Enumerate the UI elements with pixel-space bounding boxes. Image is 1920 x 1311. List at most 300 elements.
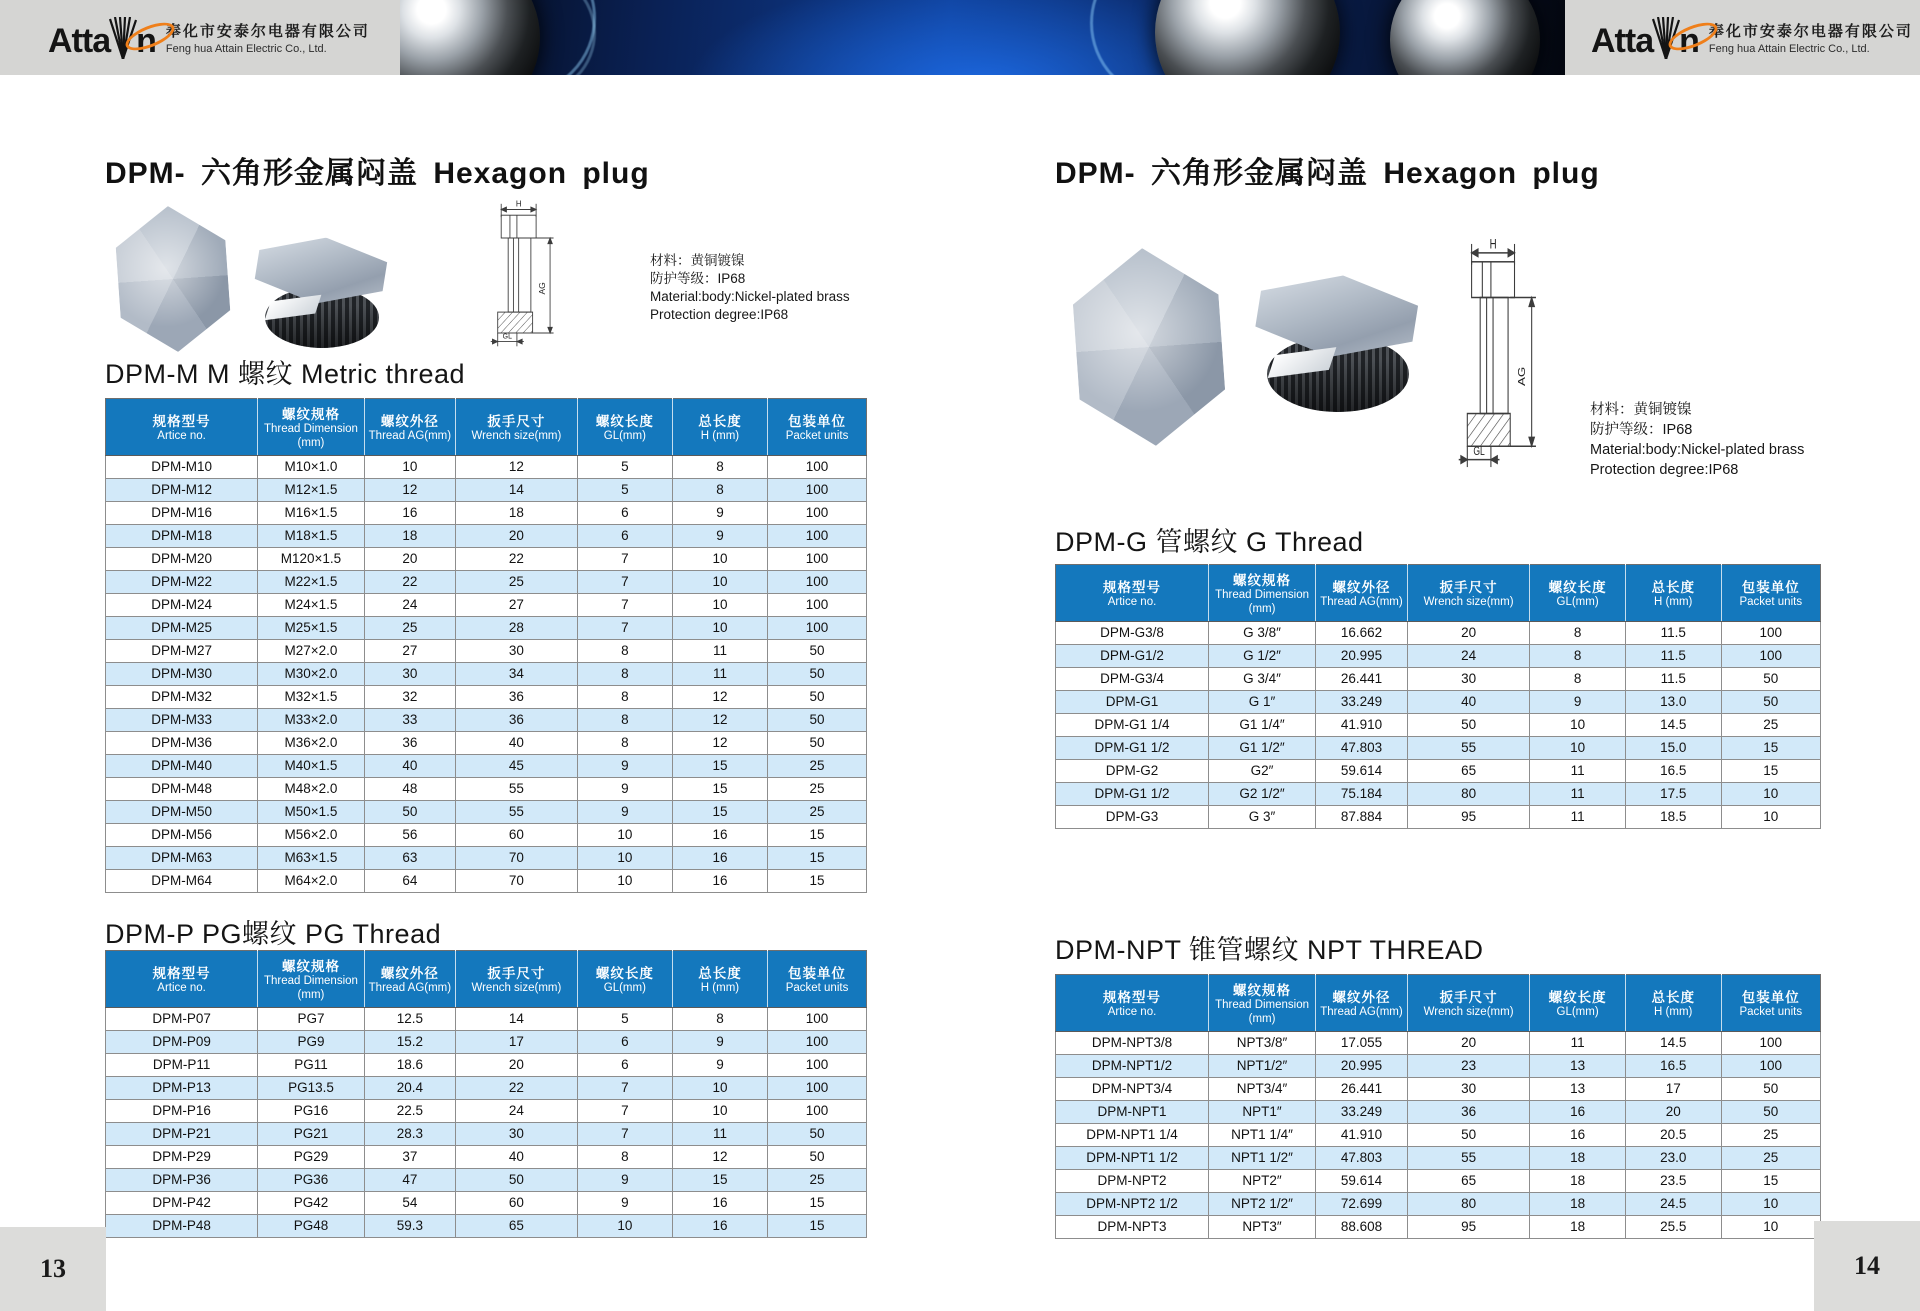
table-cell: 15: [672, 1168, 767, 1191]
dim-label-gl: GL: [1473, 445, 1485, 459]
table-cell: 10: [672, 1099, 767, 1122]
cable-gland-photo: [400, 0, 540, 75]
table-cell: 8: [672, 455, 767, 478]
column-header-en: Packet units: [785, 429, 849, 442]
logo-fan-icon: [108, 17, 138, 59]
table-cell: M18×1.5: [258, 524, 365, 547]
table-cell: 55: [456, 777, 578, 800]
table-cell: 10: [672, 1076, 767, 1099]
table-cell: 11: [1530, 759, 1626, 782]
table-cell: 63: [364, 846, 455, 869]
table-cell: NPT1 1/4″: [1209, 1123, 1316, 1146]
material-line: 材料：黄铜镀镍: [650, 253, 745, 268]
table-row: [1056, 782, 1821, 805]
hexagon-plug-photo-tilted: [1252, 266, 1424, 412]
table-cell: 8: [577, 685, 672, 708]
table-cell: DPM-M16: [106, 501, 258, 524]
table-cell: 33.249: [1316, 690, 1408, 713]
table-cell: 100: [768, 616, 867, 639]
table-cell: 20: [1407, 1031, 1529, 1054]
column-header: [672, 951, 767, 1008]
header-row: [1056, 975, 1821, 1032]
table-cell: 72.699: [1316, 1192, 1408, 1215]
table-cell: 50: [1721, 690, 1820, 713]
table-cell: 20: [364, 547, 455, 570]
table-cell: M33×2.0: [258, 708, 365, 731]
table-cell: 100: [1721, 644, 1820, 667]
material-line: Material:body:Nickel-plated brass: [1590, 442, 1805, 458]
table-row: [106, 1145, 867, 1168]
column-header-en: Thread AG(mm): [1320, 595, 1403, 608]
plug-top-face: [246, 231, 395, 310]
table-cell: 10: [577, 823, 672, 846]
table-cell: 9: [672, 1030, 767, 1053]
table-cell: 25: [768, 800, 867, 823]
table-cell: M40×1.5: [258, 754, 365, 777]
column-header-cn: 规格型号: [152, 413, 211, 429]
table-cell: 33.249: [1316, 1100, 1408, 1123]
table-row: [106, 708, 867, 731]
column-header-en: Artice no.: [1107, 1005, 1157, 1018]
npt-section-title: DPM-NPT 锥管螺纹 NPT THREAD: [1055, 935, 1484, 965]
table-cell: DPM-P13: [106, 1076, 258, 1099]
table-cell: 30: [364, 662, 455, 685]
table-cell: DPM-G1 1/2: [1056, 782, 1209, 805]
hexagon-plug-photo-front: [1061, 243, 1236, 452]
table-row: [1056, 667, 1821, 690]
table-row: [106, 1099, 867, 1122]
table-cell: 15.2: [364, 1030, 455, 1053]
column-header-en: Thread AG(mm): [368, 429, 452, 442]
table-cell: 33: [364, 708, 455, 731]
column-header-en: Wrench size(mm): [471, 981, 562, 994]
table-cell: 50: [768, 731, 867, 754]
table-cell: 10: [672, 547, 767, 570]
dim-label-h: H: [1489, 238, 1497, 252]
table-cell: NPT1″: [1209, 1100, 1316, 1123]
table-cell: 34: [456, 662, 578, 685]
table-cell: 15: [768, 1191, 867, 1214]
material-line: Material:body:Nickel-plated brass: [650, 289, 850, 304]
column-header-en: Packet units: [1739, 595, 1803, 608]
table-cell: 30: [456, 1122, 578, 1145]
table-cell: 15: [768, 1214, 867, 1237]
table-cell: 50: [768, 685, 867, 708]
table-cell: DPM-G1 1/4: [1056, 713, 1209, 736]
table-cell: 9: [672, 1053, 767, 1076]
page-header: [0, 0, 1920, 75]
table-cell: 15: [1721, 1169, 1820, 1192]
npt-thread-table: [1055, 974, 1821, 1239]
table-cell: 6: [577, 1053, 672, 1076]
table-cell: 10: [364, 455, 455, 478]
company-logo-left: [0, 0, 400, 75]
column-header-en: H (mm): [700, 981, 740, 994]
table-cell: DPM-M27: [106, 639, 258, 662]
table-cell: DPM-P48: [106, 1214, 258, 1237]
table-cell: 30: [1407, 1077, 1529, 1100]
table-cell: 16: [672, 1214, 767, 1237]
table-cell: 8: [577, 662, 672, 685]
table-cell: DPM-M20: [106, 547, 258, 570]
dimension-drawing: [1448, 238, 1566, 476]
table-cell: 11: [1530, 1031, 1626, 1054]
table-cell: 59.3: [364, 1214, 455, 1237]
table-cell: DPM-G1 1/2: [1056, 736, 1209, 759]
column-header-en: Wrench size(mm): [471, 429, 562, 442]
table-cell: 9: [672, 524, 767, 547]
table-cell: 65: [1407, 759, 1529, 782]
column-header-en: Thread Dimension: [1215, 999, 1310, 1011]
table-cell: NPT1/2″: [1209, 1054, 1316, 1077]
plug-top-face: [1245, 267, 1429, 365]
column-header-en: Thread AG(mm): [1320, 1005, 1403, 1018]
table-row: [106, 1191, 867, 1214]
table-cell: 10: [577, 869, 672, 892]
table-cell: G 1″: [1209, 690, 1316, 713]
pg-thread-table: [105, 950, 867, 1238]
table-cell: 10: [1530, 713, 1626, 736]
table-cell: 10: [1721, 1192, 1820, 1215]
table-cell: 14: [456, 478, 578, 501]
table-cell: 55: [1407, 1146, 1529, 1169]
column-header-cn: 总长度: [698, 965, 742, 981]
table-cell: 8: [1530, 621, 1626, 644]
column-header: [364, 399, 455, 456]
table-cell: 20: [456, 524, 578, 547]
table-cell: 13: [1530, 1054, 1626, 1077]
material-line: 防护等级：IP68: [1590, 422, 1693, 438]
table-cell: 100: [768, 524, 867, 547]
table-cell: 100: [768, 547, 867, 570]
table-cell: M16×1.5: [258, 501, 365, 524]
table-cell: 8: [1530, 667, 1626, 690]
table-cell: G1 1/4″: [1209, 713, 1316, 736]
table-cell: 40: [364, 754, 455, 777]
column-header-cn: 包装单位: [1741, 989, 1800, 1005]
table-cell: 100: [768, 501, 867, 524]
table-row: [106, 685, 867, 708]
column-header: [1721, 565, 1820, 622]
column-header-cn: 扳手尺寸: [487, 413, 546, 429]
table-cell: 87.884: [1316, 805, 1408, 828]
table-row: [1056, 1054, 1821, 1077]
table-cell: 9: [577, 1168, 672, 1191]
column-header: [1056, 975, 1209, 1032]
table-cell: PG48: [258, 1214, 365, 1237]
table-cell: DPM-G1: [1056, 690, 1209, 713]
column-header-cn: 扳手尺寸: [487, 965, 546, 981]
column-header-cn: 螺纹长度: [595, 965, 654, 981]
table-cell: 100: [1721, 1054, 1820, 1077]
table-cell: G 3/8″: [1209, 621, 1316, 644]
table-cell: PG21: [258, 1122, 365, 1145]
material-line: Protection degree:IP68: [650, 307, 789, 322]
column-header: [1407, 975, 1529, 1032]
table-cell: 59.614: [1316, 759, 1408, 782]
table-cell: 18: [456, 501, 578, 524]
column-header: [1625, 975, 1721, 1032]
table-cell: M27×2.0: [258, 639, 365, 662]
column-header: [672, 399, 767, 456]
company-logo-right: [1565, 0, 1920, 75]
banner-image: [400, 0, 1565, 75]
table-cell: M32×1.5: [258, 685, 365, 708]
column-header: [1316, 975, 1408, 1032]
table-cell: 50: [1407, 1123, 1529, 1146]
table-cell: M50×1.5: [258, 800, 365, 823]
table-cell: NPT3/4″: [1209, 1077, 1316, 1100]
column-header: [1316, 565, 1408, 622]
table-cell: 16.662: [1316, 621, 1408, 644]
table-cell: 50: [1407, 713, 1529, 736]
table-cell: M63×1.5: [258, 846, 365, 869]
table-cell: 18: [1530, 1215, 1626, 1238]
table-cell: 100: [768, 1053, 867, 1076]
table-cell: 9: [577, 754, 672, 777]
table-cell: 5: [577, 455, 672, 478]
table-cell: 13.0: [1625, 690, 1721, 713]
table-cell: 36: [364, 731, 455, 754]
table-cell: DPM-M36: [106, 731, 258, 754]
table-row: [106, 846, 867, 869]
table-cell: 55: [456, 800, 578, 823]
table-cell: 100: [768, 455, 867, 478]
column-header: [577, 399, 672, 456]
table-cell: 12: [672, 685, 767, 708]
table-cell: 15: [672, 800, 767, 823]
table-cell: 7: [577, 1122, 672, 1145]
g-section-title: DPM-G 管螺纹 G Thread: [1055, 527, 1364, 557]
column-header-cn: 螺纹长度: [1548, 989, 1607, 1005]
table-cell: 10: [1721, 782, 1820, 805]
table-row: [106, 662, 867, 685]
table-cell: 15: [768, 869, 867, 892]
table-cell: 25: [456, 570, 578, 593]
table-cell: 30: [1407, 667, 1529, 690]
table-cell: 8: [577, 708, 672, 731]
table-row: [1056, 644, 1821, 667]
table-cell: 9: [577, 777, 672, 800]
page-number-left: 13: [0, 1227, 106, 1311]
table-cell: 9: [672, 501, 767, 524]
table-cell: 23.5: [1625, 1169, 1721, 1192]
table-cell: 60: [456, 1191, 578, 1214]
attain-logo: [1591, 17, 1699, 58]
table-cell: 36: [456, 708, 578, 731]
table-row: [1056, 759, 1821, 782]
company-name-cn: 奉化市安泰尔电器有限公司: [165, 23, 370, 40]
table-cell: DPM-P11: [106, 1053, 258, 1076]
table-cell: DPM-NPT2: [1056, 1169, 1209, 1192]
table-cell: 20: [456, 1053, 578, 1076]
table-cell: NPT1 1/2″: [1209, 1146, 1316, 1169]
table-row: [106, 731, 867, 754]
column-header-en: GL(mm): [1556, 595, 1599, 608]
column-header-cn: 螺纹外径: [1332, 579, 1391, 595]
table-cell: 7: [577, 1099, 672, 1122]
table-cell: G 1/2″: [1209, 644, 1316, 667]
pg-section-title: DPM-P PG螺纹 PG Thread: [105, 919, 442, 949]
table-cell: 50: [768, 662, 867, 685]
table-row: [106, 1030, 867, 1053]
column-header: [456, 951, 578, 1008]
table-cell: 18.6: [364, 1053, 455, 1076]
cable-gland-photo: [1390, 0, 1540, 75]
table-cell: 16.5: [1625, 759, 1721, 782]
table-cell: 37: [364, 1145, 455, 1168]
table-cell: G2 1/2″: [1209, 782, 1316, 805]
table-row: [1056, 690, 1821, 713]
column-header: [258, 951, 365, 1008]
table-cell: 50: [364, 800, 455, 823]
table-row: [1056, 1123, 1821, 1146]
table-row: [106, 478, 867, 501]
table-cell: 17: [456, 1030, 578, 1053]
table-cell: DPM-NPT3/8: [1056, 1031, 1209, 1054]
table-cell: 8: [577, 639, 672, 662]
page-title-left: DPM- 六角形金属闷盖 Hexagon plug: [105, 157, 650, 191]
table-cell: 50: [1721, 1077, 1820, 1100]
header-row: [106, 951, 867, 1008]
dim-label-ag: AG: [1516, 366, 1528, 386]
column-header-unit: (mm): [297, 436, 325, 449]
table-cell: G 3/4″: [1209, 667, 1316, 690]
metric-thread-table: [105, 398, 867, 893]
column-header: [1721, 975, 1820, 1032]
table-cell: 8: [672, 1007, 767, 1030]
table-cell: 6: [577, 524, 672, 547]
table-cell: 45: [456, 754, 578, 777]
logo-text-prefix: Atta: [1591, 22, 1654, 60]
table-row: [106, 639, 867, 662]
table-row: [106, 547, 867, 570]
table-cell: 20: [1407, 621, 1529, 644]
table-cell: 15: [1721, 736, 1820, 759]
table-cell: 23: [1407, 1054, 1529, 1077]
table-cell: 24: [364, 593, 455, 616]
table-cell: 11: [1530, 782, 1626, 805]
table-cell: 15: [1721, 759, 1820, 782]
table-cell: 10: [672, 570, 767, 593]
table-cell: 24: [456, 1099, 578, 1122]
table-cell: 18: [1530, 1169, 1626, 1192]
table-cell: 27: [364, 639, 455, 662]
table-cell: DPM-P07: [106, 1007, 258, 1030]
dim-label-ag: AG: [538, 282, 547, 295]
table-cell: DPM-G1/2: [1056, 644, 1209, 667]
table-cell: DPM-M64: [106, 869, 258, 892]
table-cell: 20.5: [1625, 1123, 1721, 1146]
table-cell: DPM-M50: [106, 800, 258, 823]
table-cell: 26.441: [1316, 667, 1408, 690]
table-cell: 50: [1721, 1100, 1820, 1123]
table-row: [106, 777, 867, 800]
column-header: [1209, 975, 1316, 1032]
table-cell: 65: [1407, 1169, 1529, 1192]
table-cell: PG16: [258, 1099, 365, 1122]
header-row: [1056, 565, 1821, 622]
table-cell: 22: [456, 547, 578, 570]
table-cell: 22.5: [364, 1099, 455, 1122]
table-row: [106, 524, 867, 547]
table-cell: DPM-M56: [106, 823, 258, 846]
table-cell: 25: [364, 616, 455, 639]
column-header-en: Artice no.: [1107, 595, 1157, 608]
table-cell: 7: [577, 593, 672, 616]
table-cell: 25: [768, 754, 867, 777]
table-cell: 16: [672, 846, 767, 869]
table-cell: G1 1/2″: [1209, 736, 1316, 759]
logo-text-suffix: n: [1679, 22, 1699, 60]
table-cell: M10×1.0: [258, 455, 365, 478]
table-cell: 18: [1530, 1192, 1626, 1215]
table-cell: 9: [577, 1191, 672, 1214]
column-header-cn: 总长度: [698, 413, 742, 429]
dimension-drawing: [482, 200, 578, 352]
table-cell: 36: [456, 685, 578, 708]
table-cell: PG11: [258, 1053, 365, 1076]
table-cell: 14: [456, 1007, 578, 1030]
table-row: [106, 823, 867, 846]
table-row: [106, 1053, 867, 1076]
table-cell: DPM-M18: [106, 524, 258, 547]
table-cell: 13: [1530, 1077, 1626, 1100]
table-cell: M30×2.0: [258, 662, 365, 685]
table-cell: 15: [672, 777, 767, 800]
table-cell: 100: [1721, 621, 1820, 644]
column-header-cn: 螺纹外径: [380, 965, 439, 981]
table-cell: 24.5: [1625, 1192, 1721, 1215]
table-row: [1056, 1077, 1821, 1100]
column-header-cn: 总长度: [1651, 579, 1695, 595]
column-header-cn: 螺纹外径: [1332, 989, 1391, 1005]
column-header: [768, 951, 867, 1008]
table-cell: 47.803: [1316, 1146, 1408, 1169]
table-cell: PG13.5: [258, 1076, 365, 1099]
column-header-en: Thread AG(mm): [368, 981, 452, 994]
table-cell: M64×2.0: [258, 869, 365, 892]
table-cell: DPM-NPT3: [1056, 1215, 1209, 1238]
dim-label-h: H: [515, 200, 522, 209]
table-cell: 56: [364, 823, 455, 846]
table-row: [106, 869, 867, 892]
column-header-en: GL(mm): [1556, 1005, 1599, 1018]
table-cell: DPM-NPT2 1/2: [1056, 1192, 1209, 1215]
table-row: [106, 593, 867, 616]
column-header-cn: 螺纹外径: [380, 413, 439, 429]
table-cell: 10: [1721, 1215, 1820, 1238]
column-header: [106, 399, 258, 456]
table-cell: DPM-M10: [106, 455, 258, 478]
table-cell: 22: [456, 1076, 578, 1099]
table-cell: 16: [1530, 1100, 1626, 1123]
table-cell: M120×1.5: [258, 547, 365, 570]
table-cell: 25: [768, 1168, 867, 1191]
metric-section-title: DPM-M M 螺纹 Metric thread: [105, 359, 466, 389]
column-header-en: GL(mm): [603, 981, 646, 994]
column-header: [1056, 565, 1209, 622]
table-cell: 95: [1407, 805, 1529, 828]
table-cell: 14.5: [1625, 713, 1721, 736]
column-header-unit: (mm): [1248, 1012, 1276, 1025]
table-cell: 50: [456, 1168, 578, 1191]
table-cell: 11.5: [1625, 621, 1721, 644]
table-cell: 28: [456, 616, 578, 639]
table-cell: 40: [1407, 690, 1529, 713]
logo-text-suffix: n: [136, 22, 156, 60]
table-cell: M25×1.5: [258, 616, 365, 639]
